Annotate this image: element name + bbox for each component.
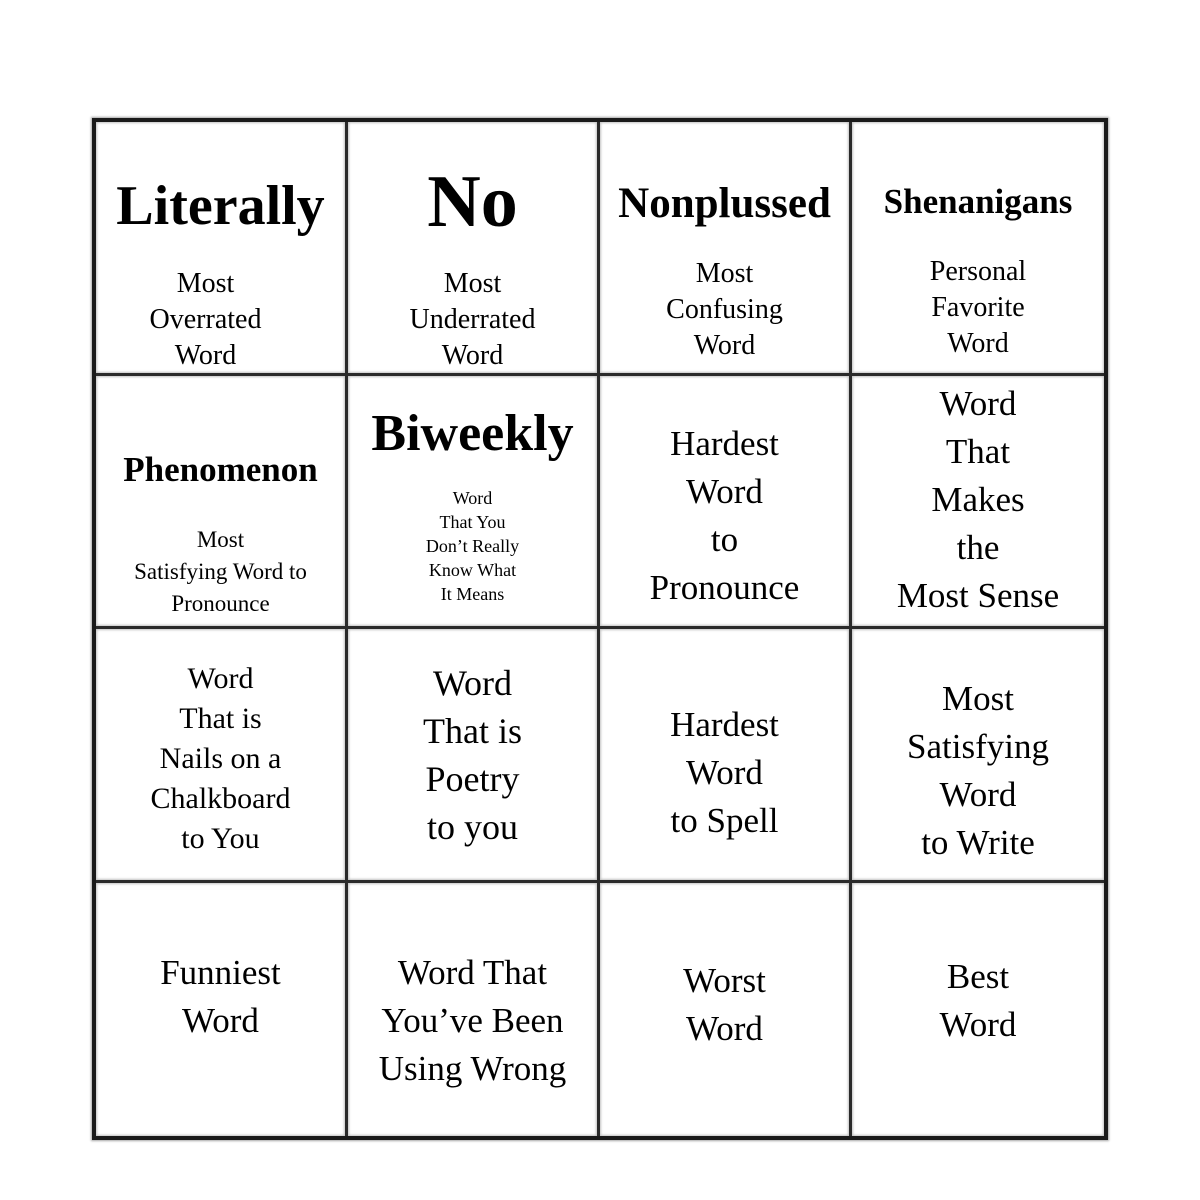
cell-word: Literally <box>116 175 325 237</box>
cell-category: Most Satisfying Word to Pronounce <box>134 526 307 616</box>
cell-prompt: Word That Makes the Most Sense <box>896 383 1060 615</box>
bingo-cell-using-wrong[interactable] <box>348 883 600 1137</box>
cell-prompt: Word That is Nails on a Chalkboard to You <box>150 662 291 855</box>
cell-category: Word That You Don’t Really Know What It Means <box>425 487 520 604</box>
cell-word: Shenanigans <box>883 182 1073 221</box>
bingo-cell-hardest-spell[interactable] <box>600 629 852 883</box>
cell-prompt: Word That is Poetry to you <box>423 663 522 847</box>
bingo-cell-nails-on-chalkboard[interactable] <box>96 629 348 883</box>
bingo-cell-worst[interactable] <box>600 883 852 1137</box>
cell-prompt: Worst Word <box>683 960 766 1048</box>
cell-word: Nonplussed <box>618 180 831 227</box>
bingo-cell-most-overrated[interactable] <box>96 122 348 376</box>
cell-prompt: Hardest Word to Pronounce <box>649 423 800 607</box>
bingo-cell-most-sense[interactable] <box>852 376 1104 630</box>
cell-prompt: Most Satisfying Word to Write <box>907 679 1049 862</box>
cell-category: Most Overrated Word <box>149 268 262 371</box>
bingo-cell-most-satisfying-pronounce[interactable] <box>96 376 348 630</box>
cell-word: No <box>427 161 518 243</box>
bingo-cell-funniest[interactable] <box>96 883 348 1137</box>
cell-prompt: Word That You’ve Been Using Wrong <box>378 952 567 1088</box>
bingo-cell-poetry[interactable] <box>348 629 600 883</box>
bingo-cell-most-confusing[interactable] <box>600 122 852 376</box>
cell-prompt: Best Word <box>939 956 1017 1044</box>
bingo-cell-best[interactable] <box>852 883 1104 1137</box>
bingo-cell-most-satisfying-write[interactable] <box>852 629 1104 883</box>
bingo-cell-hardest-pronounce[interactable] <box>600 376 852 630</box>
cell-word: Biweekly <box>371 404 574 462</box>
bingo-board <box>92 118 1108 1140</box>
cell-prompt: Funniest Word <box>160 952 281 1040</box>
cell-category: Personal Favorite Word <box>929 256 1027 359</box>
bingo-cell-personal-favorite[interactable] <box>852 122 1104 376</box>
bingo-cell-most-underrated[interactable] <box>348 122 600 376</box>
cell-category: Most Confusing Word <box>666 258 783 361</box>
cell-category: Most Underrated Word <box>409 268 536 371</box>
cell-prompt: Hardest Word to Spell <box>670 705 779 840</box>
bingo-cell-dont-know-meaning[interactable] <box>348 376 600 630</box>
cell-word: Phenomenon <box>123 449 318 489</box>
